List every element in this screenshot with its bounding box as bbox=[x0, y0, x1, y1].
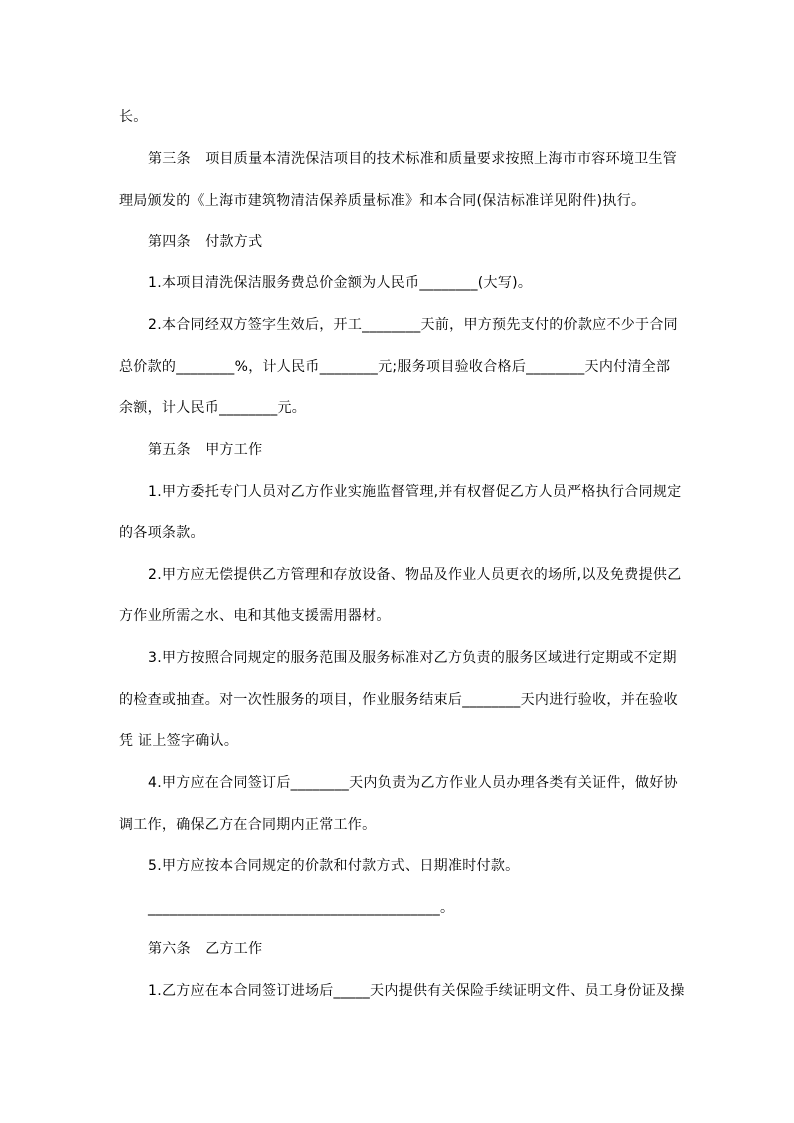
text-line: 的检查或抽查。对一次性服务的项目，作业服务结束后________天内进行验收，并在验收 bbox=[119, 692, 678, 708]
text-line: 调工作，确保乙方在合同期内正常工作。 bbox=[119, 817, 377, 833]
text-line: 方作业所需之水、电和其他支援需用器材。 bbox=[119, 608, 391, 624]
article-6-heading: 第六条 乙方工作 bbox=[148, 941, 263, 957]
clause-4-1: 1.本项目清洗保洁服务费总价金额为人民币________(大写)。 bbox=[148, 275, 533, 291]
article-4-heading: 第四条 付款方式 bbox=[148, 234, 263, 250]
clause-5-5: 5.甲方应按本合同规定的价款和付款方式、日期准时付款。 bbox=[148, 858, 520, 874]
clause-4-2: 2.本合同经双方签字生效后，开工________天前，甲方预先支付的价款应不少于合同 bbox=[148, 317, 678, 333]
clause-5-3: 3.甲方按照合同规定的服务范围及服务标准对乙方负责的服务区域进行定期或不定期 bbox=[148, 650, 677, 666]
clause-6-1: 1.乙方应在本合同签订进场后_____天内提供有关保险手续证明文件、员工身份证及操 bbox=[148, 983, 685, 999]
article-5-heading: 第五条 甲方工作 bbox=[148, 442, 263, 458]
text-line: 的各项条款。 bbox=[119, 525, 205, 541]
text-line: 凭 证上签字确认。 bbox=[119, 733, 239, 749]
clause-5-2: 2.甲方应无偿提供乙方管理和存放设备、物品及作业人员更衣的场所,以及免费提供乙 bbox=[148, 567, 682, 583]
clause-5-1: 1.甲方委托专门人员对乙方作业实施监督管理,并有权督促乙方人员严格执行合同规定 bbox=[148, 484, 682, 500]
text-line: 长。 bbox=[119, 109, 148, 125]
blank-line: ________________________________________。 bbox=[148, 900, 455, 916]
text-line: 余额，计人民币________元。 bbox=[119, 400, 307, 416]
article-3-heading: 第三条 项目质量本清洗保洁项目的技术标准和质量要求按照上海市市容环境卫生管 bbox=[148, 151, 678, 167]
text-line: 总价款的________%，计人民币________元;服务项目验收合格后________天内付清全部 bbox=[119, 359, 671, 375]
clause-5-4: 4.甲方应在合同签订后________天内负责为乙方作业人员办理各类有关证件，做好协 bbox=[148, 775, 678, 791]
text-line: 理局颁发的《上海市建筑物清洁保养质量标准》和本合同(保洁标准详见附件)执行。 bbox=[119, 193, 646, 209]
